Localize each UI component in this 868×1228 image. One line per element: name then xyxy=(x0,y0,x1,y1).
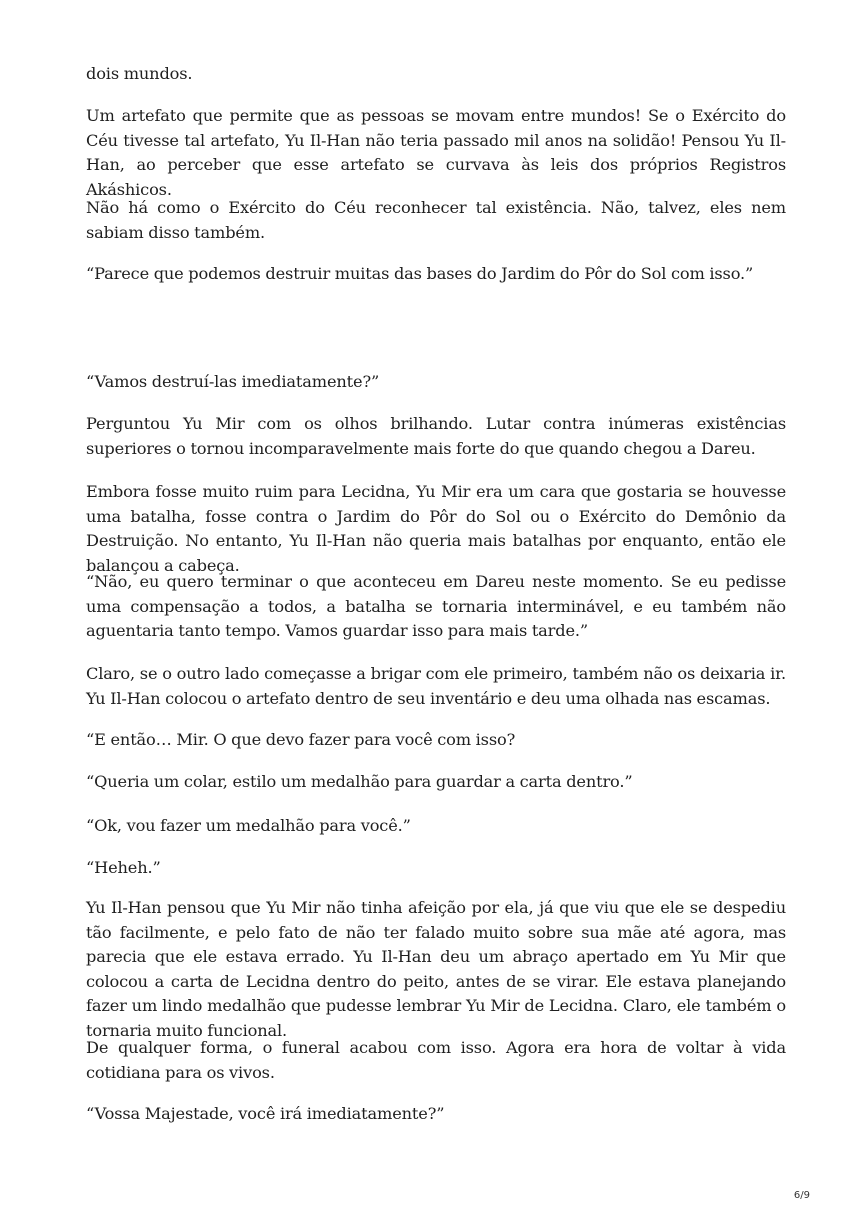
paragraph: Um artefato que permite que as pessoas se movam entre mundos! Se o Exército do Céu tivesse tal artefato, Yu Il-Han não teria passado mil anos na solidão! Pensou Yu Il-Han, ao perceber que esse artefato se curvava às leis dos próprios Registros Akáshicos. xyxy=(86,106,786,199)
paragraph: “Vossa Majestade, você irá imediatamente?” xyxy=(86,1104,445,1123)
paragraph: “Queria um colar, estilo um medalhão para guardar a carta dentro.” xyxy=(86,772,633,791)
paragraph: De qualquer forma, o funeral acabou com isso. Agora era hora de voltar à vida cotidiana para os vivos. xyxy=(86,1038,786,1082)
paragraph: Embora fosse muito ruim para Lecidna, Yu Mir era um cara que gostaria se houvesse uma batalha, fosse contra o Jardim do Pôr do Sol ou o Exército do Demônio da Destruição. No entanto, Yu Il-Han não queria mais batalhas por enquanto, então ele balançou a cabeça. xyxy=(86,482,786,575)
paragraph: “Ok, vou fazer um medalhão para você.” xyxy=(86,816,411,835)
paragraph: “Parece que podemos destruir muitas das bases do Jardim do Pôr do Sol com isso.” xyxy=(86,264,754,283)
paragraph: Yu Il-Han pensou que Yu Mir não tinha afeição por ela, já que viu que ele se despediu tão facilmente, e pelo fato de não ter falado muito sobre sua mãe até agora, mas parecia que ele estava errado. Yu Il-Han deu um abraço apertado em Yu Mir que colocou a carta de Lecidna dentro do peito, antes de se virar. Ele estava planejando fazer um lindo medalhão que pudesse lembrar Yu Mir de Lecidna. Claro, ele também o tornaria muito funcional. xyxy=(86,898,786,1040)
paragraph: dois mundos. xyxy=(86,64,193,83)
paragraph: Claro, se o outro lado começasse a brigar com ele primeiro, também não os deixaria ir. Yu Il-Han colocou o artefato dentro de seu inventário e deu uma olhada nas escamas. xyxy=(86,664,786,708)
paragraph: Não há como o Exército do Céu reconhecer tal existência. Não, talvez, eles nem sabiam disso também. xyxy=(86,198,786,242)
paragraph: “Heheh.” xyxy=(86,858,161,877)
paragraph: “Vamos destruí-las imediatamente?” xyxy=(86,372,380,391)
paragraph: “E então… Mir. O que devo fazer para você com isso? xyxy=(86,730,516,749)
paragraph: “Não, eu quero terminar o que aconteceu em Dareu neste momento. Se eu pedisse uma compensação a todos, a batalha se tornaria interminável, e eu também não aguentaria tanto tempo. Vamos guardar isso para mais tarde.” xyxy=(86,572,786,641)
paragraph: Perguntou Yu Mir com os olhos brilhando. Lutar contra inúmeras existências superiores o tornou incomparavelmente mais forte do que quando chegou a Dareu. xyxy=(86,414,786,458)
page-number: 6/9 xyxy=(793,1190,810,1201)
